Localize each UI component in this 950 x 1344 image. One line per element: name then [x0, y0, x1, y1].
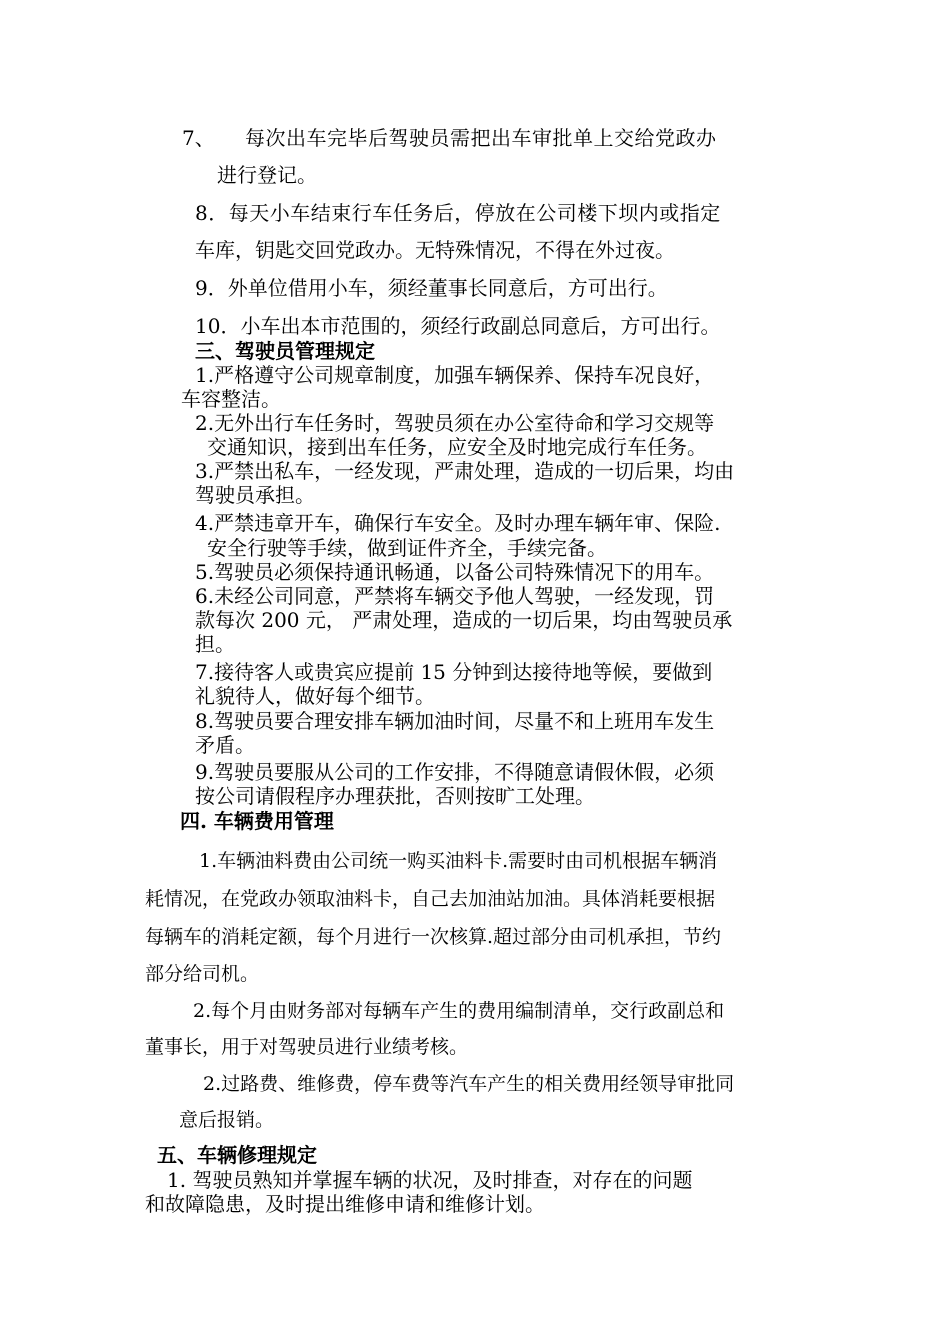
cost-rule-line: 2.过路费、维修费，停车费等汽车产生的相关费用经领导审批同 [203, 1073, 735, 1095]
driver-rule-line: 1.严格遵守公司规章制度，加强车辆保养、保持车况良好， [195, 363, 715, 387]
cost-rule-line: 意后报销。 [179, 1109, 275, 1131]
cost-rule-line: 耗情况，在党政办领取油料卡，自己去加油站加油。具体消耗要根据 [145, 888, 716, 910]
driver-rule-line: 8.驾驶员要合理安排车辆加油时间，尽量不和上班用车发生 [195, 709, 715, 733]
driver-rule-line: 矛盾。 [195, 733, 255, 757]
repair-rule-line: 和故障隐患，及时提出维修申请和维修计划。 [145, 1192, 545, 1216]
item-8-line-1: 8．每天小车结束行车任务后，停放在公司楼下坝内或指定 [195, 201, 721, 225]
section-four-heading: 四. 车辆费用管理 [180, 809, 334, 833]
cost-rule-line: 董事长，用于对驾驶员进行业绩考核。 [145, 1036, 469, 1058]
driver-rule-line: 礼貌待人，做好每个细节。 [195, 684, 435, 708]
driver-rule-line: 担。 [195, 632, 235, 656]
driver-rule-line: 车容整洁。 [181, 387, 281, 411]
driver-rule-line: 驾驶员承担。 [195, 483, 315, 507]
driver-rule-line: 3.严禁出私车，一经发现，严肃处理，造成的一切后果，均由 [195, 459, 735, 483]
driver-rule-line: 2.无外出行车任务时，驾驶员须在办公室待命和学习交规等 [195, 411, 715, 435]
item-9: 9．外单位借用小车，须经董事长同意后，方可出行。 [195, 276, 668, 300]
item-8-line-2: 车库，钥匙交回党政办。无特殊情况，不得在外过夜。 [195, 238, 675, 262]
cost-rule-line: 1.车辆油料费由公司统一购买油料卡.需要时由司机根据车辆消 [199, 850, 718, 872]
driver-rule-line: 7.接待客人或贵宾应提前 15 分钟到达接待地等候，要做到 [195, 660, 713, 684]
driver-rule-line: 5.驾驶员必须保持通讯畅通，以备公司特殊情况下的用车。 [195, 560, 715, 584]
driver-rule-line: 按公司请假程序办理获批，否则按旷工处理。 [195, 784, 595, 808]
item-7-line-2: 进行登记。 [217, 163, 317, 187]
item-10: 10．小车出本市范围的，须经行政副总同意后，方可出行。 [195, 314, 721, 338]
driver-rule-line: 交通知识，接到出车任务，应安全及时地完成行车任务。 [207, 435, 707, 459]
item-7-line-1: 每次出车完毕后驾驶员需把出车审批单上交给党政办 [245, 126, 717, 150]
driver-rule-line: 安全行驶等手续，做到证件齐全，手续完备。 [207, 536, 607, 560]
driver-rule-line: 6.未经公司同意，严禁将车辆交予他人驾驶，一经发现，罚 [195, 584, 715, 608]
cost-rule-line: 部分给司机。 [145, 963, 260, 985]
cost-rule-line: 每辆车的消耗定额，每个月进行一次核算.超过部分由司机承担，节约 [145, 926, 722, 948]
item-7-number: 7、 [182, 126, 215, 150]
driver-rule-line: 4.严禁违章开车，确保行车安全。及时办理车辆年审、保险. [195, 511, 721, 535]
cost-rule-line: 2.每个月由财务部对每辆车产生的费用编制清单，交行政副总和 [193, 1000, 725, 1022]
repair-rule-line: 1. 驾驶员熟知并掌握车辆的状况，及时排查，对存在的问题 [167, 1168, 693, 1192]
section-five-heading: 五、车辆修理规定 [157, 1143, 317, 1167]
driver-rule-line: 9.驾驶员要服从公司的工作安排，不得随意请假休假，必须 [195, 760, 715, 784]
section-three-heading: 三、驾驶员管理规定 [195, 339, 375, 363]
driver-rule-line: 款每次 200 元， 严肃处理，造成的一切后果，均由驾驶员承 [195, 608, 733, 632]
